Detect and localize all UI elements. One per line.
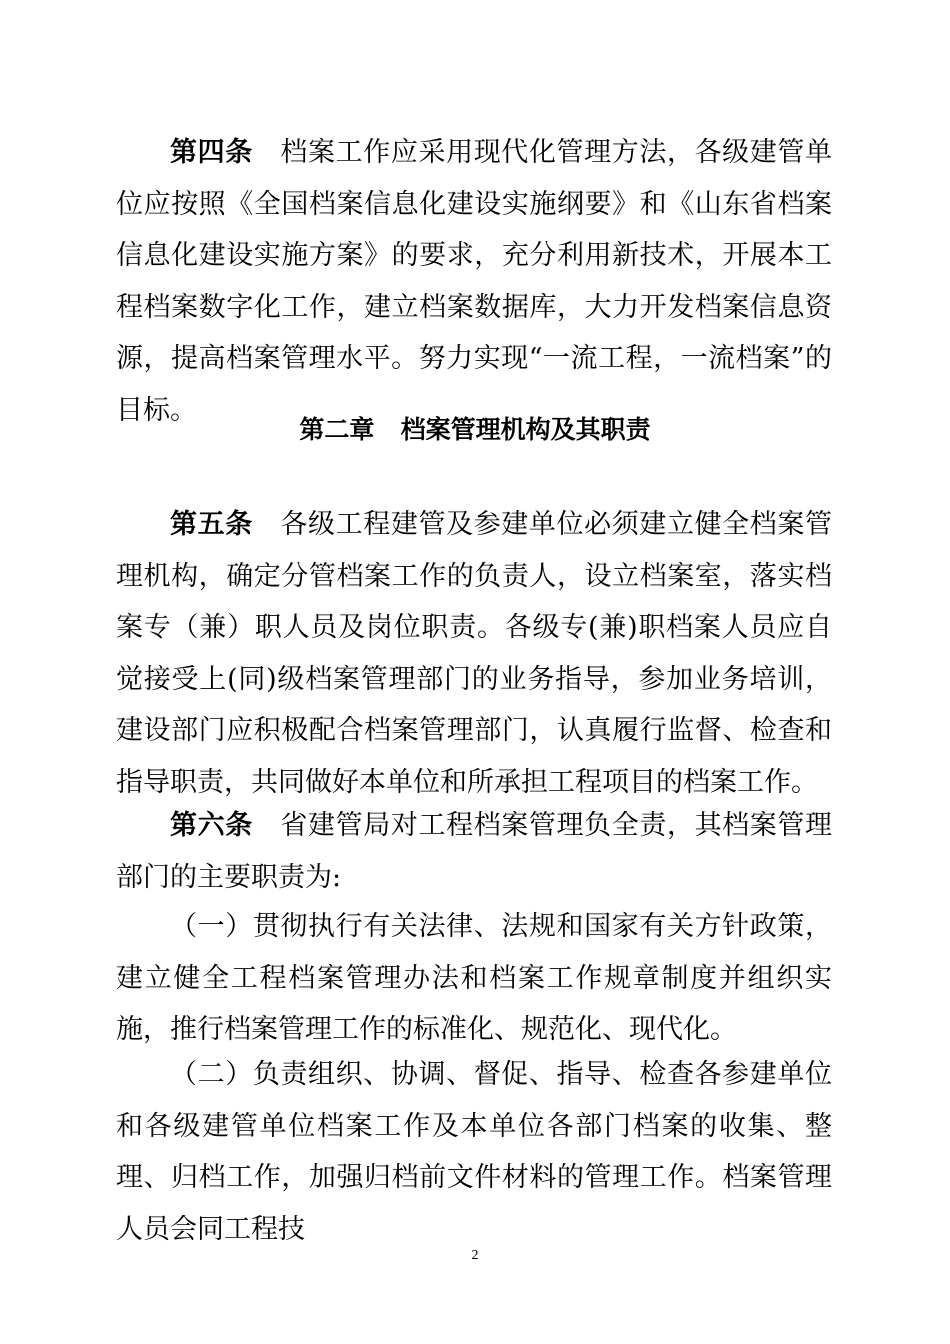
article-6-paragraph <box>116 800 832 903</box>
article-4-label: 第四条 <box>170 137 253 168</box>
article-5-label: 第五条 <box>170 509 253 540</box>
item-1-paragraph <box>116 901 832 1056</box>
chapter-heading <box>0 410 950 446</box>
item-2-paragraph <box>116 1049 832 1255</box>
item-2-text: （二）负责组织、协调、督促、指导、检查各参建单位和各级建管单位档案工作及本单位各部门档案的收集、整理、归档工作，加强归档前文件材料的管理工作。档案管理人员会同工程技 <box>116 1059 832 1245</box>
article-4-text: 档案工作应采用现代化管理方法，各级建管单位应按照《全国档案信息化建设实施纲要》和《山东省档案信息化建设实施方案》的要求，充分利用新技术，开展本工程档案数字化工作，建立档案数据库，大力开发档案信息资源，提高档案管理水平。努力实现“一流工程，一流档案”的目标。 <box>116 137 833 426</box>
chapter-number: 第二章 <box>299 415 375 444</box>
article-6-text: 省建管局对工程档案管理负全责，其档案管理部门的主要职责为: <box>116 810 833 893</box>
article-4-paragraph <box>116 127 832 436</box>
page-number: 2 <box>471 1248 479 1263</box>
item-1-text: （一）贯彻执行有关法律、法规和国家有关方针政策，建立健全工程档案管理办法和档案工作规章制度并组织实施，推行档案管理工作的标准化、规范化、现代化。 <box>116 911 832 1045</box>
article-5-paragraph <box>116 499 832 808</box>
article-6-label: 第六条 <box>170 810 253 841</box>
article-5-text: 各级工程建管及参建单位必须建立健全档案管理机构，确定分管档案工作的负责人，设立档案室，落实档案专（兼）职人员及岗位职责。各级专(兼)职档案人员应自觉接受上(同)级档案管理部门的业务指导，参加业务培训，建设部门应积极配合档案管理部门，认真履行监督、检查和指导职责，共同做好本单位和所承担工程项目的档案工作。 <box>116 509 833 798</box>
chapter-title: 档案管理机构及其职责 <box>400 415 651 444</box>
